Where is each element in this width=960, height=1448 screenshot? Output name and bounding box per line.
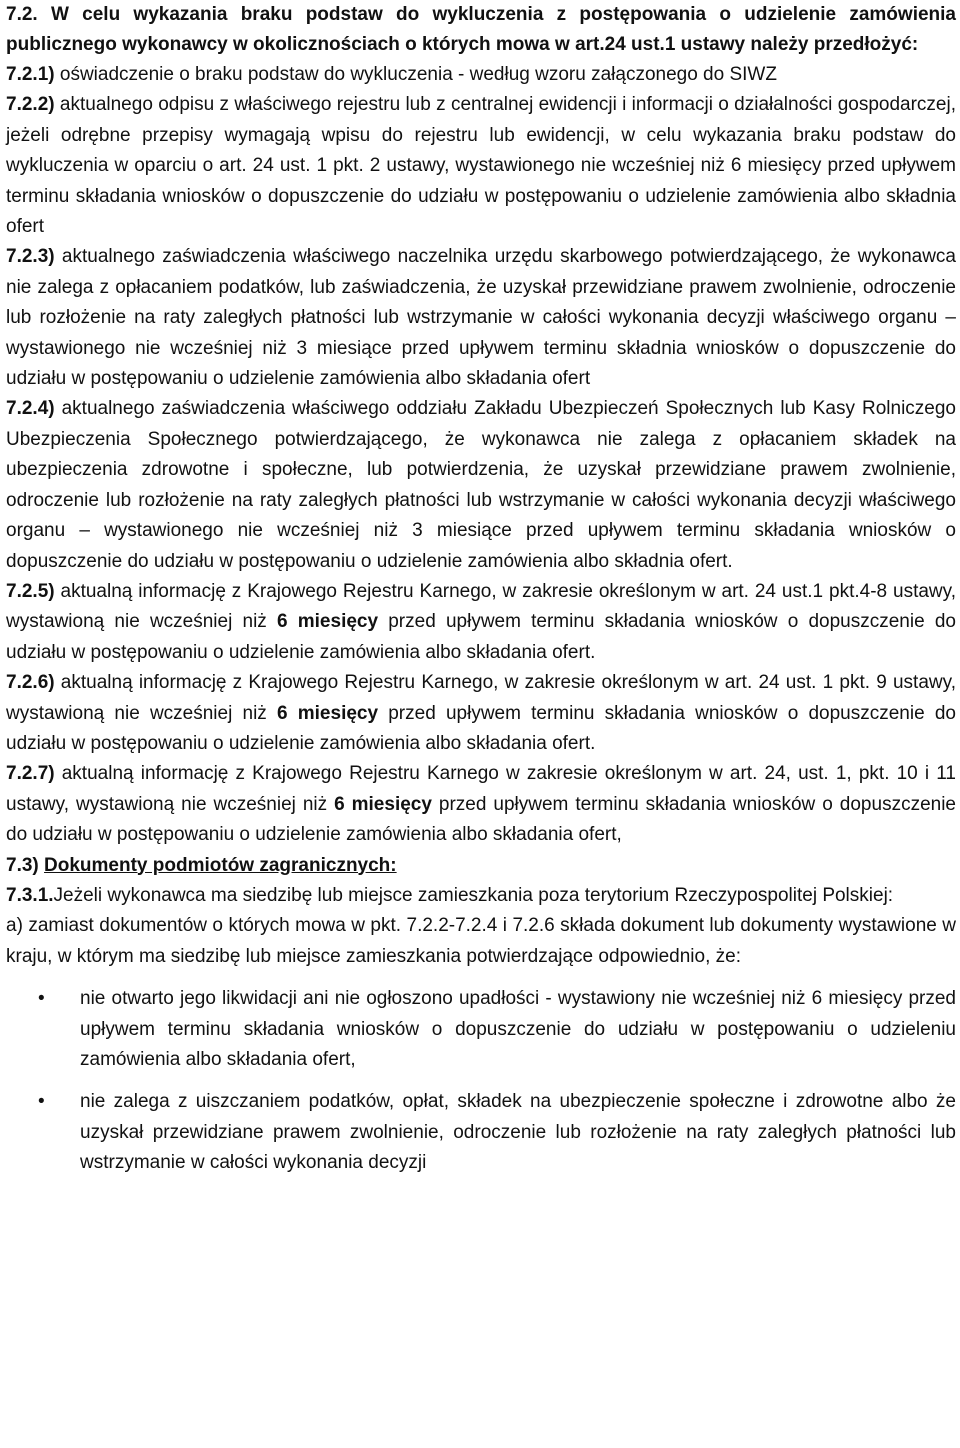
paragraph-7-2-2 — [6, 90, 956, 242]
section-title: Dokumenty podmiotów zagranicznych: — [44, 854, 397, 876]
item-number: 7.2.4) — [6, 398, 55, 420]
item-text: przed upływem terminu składania wniosków o dopuszczenie do udziału w postępowaniu o udzielenie zamówienia albo składania ofert. — [6, 702, 956, 754]
bullet-item: • nie otwarto jego likwidacji ani nie ogłoszono upadłości - wystawiony nie wcześniej niż 6 miesięcy przed upływem terminu składania wniosków o dopuszczenie do udziału w postępowaniu o udzieleniu zamówienia albo składania ofert, — [6, 984, 956, 1075]
item-number: 7.3.1. — [6, 884, 54, 906]
item-text: przed upływem terminu składania wniosków o dopuszczenie do udziału w postępowaniu o udzielenie zamówienia albo składania ofert, — [6, 793, 956, 846]
item-text-bold: 6 miesięcy — [334, 793, 432, 815]
bullet-item: • nie zalega z uiszczaniem podatków, opłat, składek na ubezpieczenie społeczne i zdrowotne albo że uzyskał przewidziane prawem zwolnienie, odroczenie lub rozłożenie na raty zaległych płatności lub wstrzymanie w całości wykonania decyzji — [6, 1087, 956, 1178]
item-text: aktualnego zaświadczenia właściwego naczelnika urzędu skarbowego potwierdzającego, że wykonawca nie zalega z opłacaniem podatków, lub zaświadczenia, że uzyskał przewidziane prawem zwolnienie, odroczenie lub rozłożenie na raty zaległych płatności lub wstrzymanie w całości wykonania decyzji właściwego organu – wystawionego nie wcześniej niż 3 miesiące przed upływem terminu składnia wniosków o dopuszczenie do udziału w postępowaniu o udzielenie zamówienia albo składania ofert — [6, 246, 956, 390]
item-number: 7.2.3) — [6, 246, 55, 268]
paragraph-7-2-3 — [6, 242, 956, 394]
item-number: 7.2.7) — [6, 763, 55, 785]
item-text: aktualną informację z Krajowego Rejestru Karnego, w zakresie określonym w art. 24 ust. 1 pkt. 9 ustawy, wystawioną nie wcześniej niż — [6, 672, 956, 724]
paragraph-a: a) zamiast dokumentów o których mowa w pkt. 7.2.2-7.2.4 i 7.2.6 składa dokument lub dokumenty wystawione w kraju, w którym ma siedzibę lub miejsce zamieszkania potwierdzające odpowiednio, że: — [6, 915, 956, 967]
item-text-bold: 6 miesięcy — [277, 702, 379, 724]
paragraph-7-2-1 — [6, 60, 956, 90]
item-text: Jeżeli wykonawca ma siedzibę lub miejsce zamieszkania poza terytorium Rzeczypospolitej Polskiej: — [53, 884, 894, 906]
item-text: aktualnego odpisu z właściwego rejestru lub z centralnej ewidencji i informacji o działalności gospodarczej, jeżeli odrębne przepisy wymagają wpisu do rejestru lub ewidencji, w celu wykazania braku podstaw do wykluczenia w oparciu o art. 24 ust. 1 pkt. 2 ustawy, wystawionego nie wcześniej niż 6 miesięcy przed upływem terminu składania wniosków o dopuszczenie do udziału w postępowaniu o udzielenie zamówienia albo składnia ofert — [6, 94, 956, 238]
item-number: 7.2.2) — [6, 94, 55, 116]
item-text: oświadczenie o braku podstaw do wykluczenia - według wzoru załączonego do SIWZ — [54, 64, 777, 85]
paragraph-7-3-1 — [6, 881, 956, 911]
section-number: 7.3) — [6, 854, 39, 876]
item-text: przed upływem terminu składania wniosków o dopuszczenie do udziału w postępowaniu o udzielenie zamówienia albo składania ofert. — [6, 611, 956, 663]
section-heading-7-3 — [6, 851, 956, 881]
item-number: 7.2.1) — [6, 64, 55, 85]
item-text-bold: 6 miesięcy — [277, 611, 379, 633]
paragraph-7-2-7 — [6, 759, 956, 850]
item-text: aktualnego zaświadczenia właściwego oddziału Zakładu Ubezpieczeń Społecznych lub Kasy Rolniczego Ubezpieczenia Społecznego potwierdzającego, że wykonawca nie zalega z opłacaniem składek na ubezpieczenia zdrowotne i społeczne, lub potwierdzenia, że uzyskał przewidziane prawem zwolnienie, odroczenie lub rozłożenie na raty zaległych płatności lub wstrzymanie w całości wykonania decyzji właściwego organu – wystawionego nie wcześniej niż 3 miesiące przed upływem terminu składania wniosków o dopuszczenie do udziału w postępowaniu o udzielenie zamówienia albo składnia ofert. — [6, 398, 956, 572]
section-heading-7-2: 7.2. W celu wykazania braku podstaw do wykluczenia z postępowania o udzielenie zamówienia publicznego wykonawcy w okolicznościach o których mowa w art.24 ust.1 ustawy należy przedłożyć: — [6, 4, 956, 55]
item-number: 7.2.5) — [6, 580, 55, 602]
item-number: 7.2.6) — [6, 672, 55, 694]
paragraph-7-2-5 — [6, 577, 956, 668]
item-text: aktualną informację z Krajowego Rejestru Karnego, w zakresie określonym w art. 24 ust.1 pkt.4-8 ustawy, wystawioną nie wcześniej niż — [6, 580, 956, 633]
item-text: aktualną informację z Krajowego Rejestru Karnego w zakresie określonym w art. 24, ust. 1, pkt. 10 i 11 ustawy, wystawioną nie wcześniej niż — [6, 763, 956, 815]
bullet-list — [6, 984, 956, 1178]
paragraph-7-2-4 — [6, 394, 956, 576]
paragraph-7-2-6 — [6, 668, 956, 759]
